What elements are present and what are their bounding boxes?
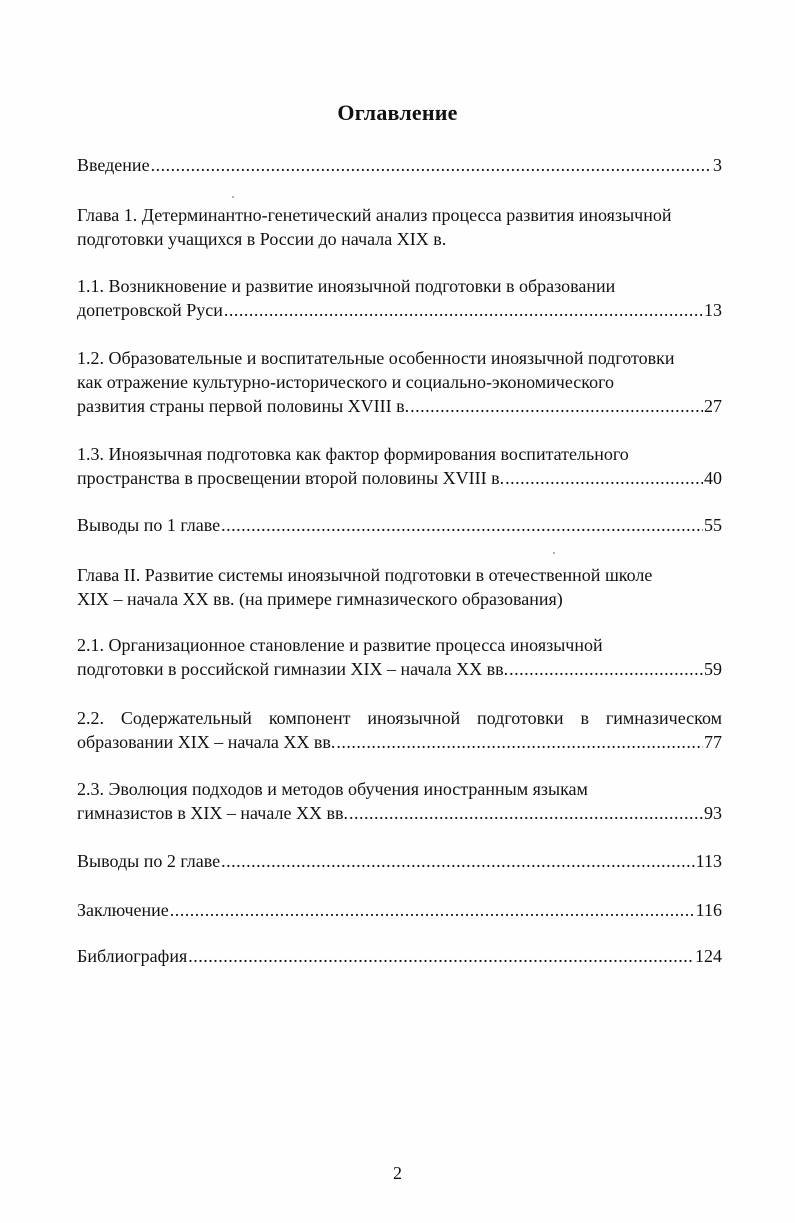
dot-leader: [151, 153, 712, 177]
toc-line: [77, 801, 722, 825]
toc-entry-conclusions-2[interactable]: [77, 849, 722, 873]
entry-label-line-1: 2.2. Содержательный компонент иноязычной подготовки в гимназическом: [77, 708, 722, 728]
toc-line: [77, 513, 722, 537]
entry-label-line-2: подготовки учащихся в России до начала XIX в.: [77, 229, 447, 249]
dot-leader: [224, 298, 703, 322]
page-ref: 55: [704, 515, 722, 535]
entry-label-line-1: 1.1. Возникновение и развитие иноязычной подготовки в образовании: [77, 276, 616, 296]
dot-leader: [221, 513, 703, 537]
entry-label-line-1: Глава II. Развитие системы иноязычной подготовки в отечественной школе: [77, 565, 653, 585]
toc-entry-section-1-2[interactable]: [77, 346, 722, 418]
toc-line: [77, 657, 722, 681]
page-number: 2: [393, 1163, 402, 1183]
page-ref: 13: [704, 300, 722, 320]
entry-label-line-2: XIX – начала XX вв. (на примере гимназического образования): [77, 589, 563, 609]
entry-label-line-1: 1.2. Образовательные и воспитательные особенности иноязычной подготовки: [77, 348, 675, 368]
toc-line: [77, 849, 722, 873]
entry-label-line-2: гимназистов в XIX – начале XX вв.: [77, 803, 348, 823]
toc-entry-bibliography[interactable]: [77, 944, 722, 968]
dot-leader: [221, 849, 694, 873]
dot-leader: [349, 801, 703, 825]
toc-title: Оглавление: [337, 100, 458, 125]
page-ref: 40: [704, 468, 722, 488]
page-ref: 124: [695, 946, 722, 966]
page-ref: 93: [704, 803, 722, 823]
dot-leader: [336, 730, 703, 754]
toc-entry-conclusions-1[interactable]: [77, 513, 722, 537]
entry-label-line-3: развития страны первой половины XVIII в.: [77, 396, 410, 416]
page-ref: 116: [695, 900, 722, 920]
dot-leader: [505, 466, 703, 490]
entry-label-line-2: пространства в просвещении второй половины XVIII в.: [77, 468, 505, 488]
entry-label: Библиография: [77, 946, 188, 966]
page-ref: 77: [704, 732, 722, 752]
entry-label-line-1: 1.3. Иноязычная подготовка как фактор формирования воспитательного: [77, 444, 629, 464]
toc-entry-conclusion[interactable]: [77, 898, 722, 922]
toc-entry-section-1-3[interactable]: [77, 442, 722, 490]
entry-label-line-2: как отражение культурно-исторического и социально-экономического: [77, 372, 615, 392]
entry-label-line-2: подготовки в российской гимназии XIX – начала XX вв.: [77, 659, 509, 679]
entry-label-line-2: образовании XIX – начала XX вв.: [77, 732, 336, 752]
entry-label: Заключение: [77, 900, 169, 920]
dot-leader: [170, 898, 695, 922]
toc-line: [77, 466, 722, 490]
toc-entry-section-2-1[interactable]: [77, 633, 722, 681]
entry-label-line-2: допетровской Руси: [77, 300, 223, 320]
page-ref: 27: [704, 396, 722, 416]
toc-line: [77, 394, 722, 418]
toc-entry-section-2-3[interactable]: [77, 777, 722, 825]
toc-entry-section-1-1[interactable]: [77, 274, 722, 322]
scan-speck: [232, 196, 234, 198]
entry-label: Выводы по 2 главе: [77, 851, 221, 871]
toc-entry-chapter-1[interactable]: [77, 203, 722, 251]
toc-line: [77, 153, 722, 177]
entry-label-line-1: Глава 1. Детерминантно-генетический анализ процесса развития иноязычной: [77, 205, 672, 225]
toc-line: [77, 730, 722, 754]
page-ref: 113: [695, 851, 722, 871]
dot-leader: [509, 657, 703, 681]
entry-label-line-1: 2.3. Эволюция подходов и методов обучения иностранным языкам: [77, 779, 588, 799]
toc-entry-section-2-2[interactable]: [77, 706, 722, 754]
page-ref: 3: [713, 155, 722, 175]
toc-line: [77, 944, 722, 968]
entry-label-line-1: 2.1. Организационное становление и развитие процесса иноязычной: [77, 635, 603, 655]
scan-speck: [553, 552, 555, 554]
toc-line: [77, 898, 722, 922]
toc-line: [77, 298, 722, 322]
dot-leader: [188, 944, 694, 968]
page-ref: 59: [704, 659, 722, 679]
dot-leader: [410, 394, 703, 418]
entry-label: Выводы по 1 главе: [77, 515, 221, 535]
toc-entry-introduction[interactable]: [77, 153, 722, 177]
entry-label: Введение: [77, 155, 150, 175]
toc-entry-chapter-2[interactable]: [77, 563, 722, 611]
